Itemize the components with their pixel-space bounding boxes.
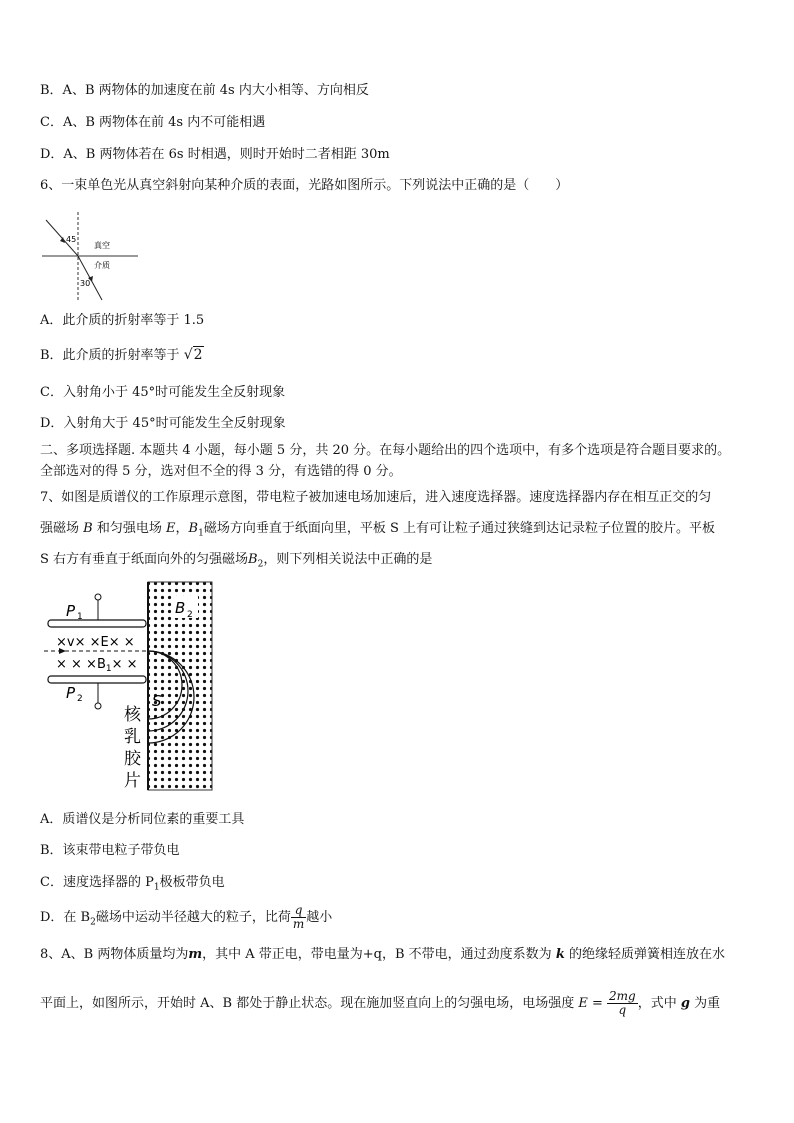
fraction-numerator: 2mg [609, 989, 636, 1003]
fraction-numerator: q [291, 904, 306, 918]
b1-subscript: 1 [198, 528, 204, 539]
text: 强磁场 [40, 521, 80, 536]
q7-stem-line2 [40, 520, 715, 543]
section2-line1: 二、多项选择题. 本题共 4 小题，每小题 5 分，共 20 分。在每小题给出的四个选项中，有多个选项是符合题目要求的。 [40, 443, 731, 458]
k-symbol: k [555, 947, 565, 962]
text: D．在 B [40, 910, 91, 925]
text: 磁场中运动半径越大的粒子，比荷 [95, 910, 291, 925]
q6-option-a: A．此介质的折射率等于 1.5 [40, 313, 205, 328]
text: 越小 [306, 910, 333, 925]
text: 极板带负电 [159, 875, 225, 890]
b2-label-sub: 2 [187, 610, 193, 620]
p1-label: P [66, 602, 76, 620]
q8-stem-line2 [40, 990, 720, 1017]
text: 的绝缘轻质弹簧相连放在水 [568, 947, 725, 962]
film-label-1: 核 [124, 705, 141, 725]
sqrt-symbol: √2 [183, 347, 203, 363]
charge-mass-fraction [291, 904, 306, 931]
p2-label-sub: 2 [77, 694, 83, 704]
angle-30-label: 30 [80, 279, 91, 288]
fraction-denominator: q [618, 1003, 627, 1017]
field-strength-fraction [607, 990, 638, 1017]
p1-terminal [95, 594, 101, 600]
q5-option-d: D．A、B 两物体若在 6s 时相遇，则时开始时二者相距 30m [40, 147, 390, 162]
text: 为重 [694, 996, 721, 1011]
m-symbol: m [188, 947, 203, 962]
q7-option-d [40, 904, 332, 932]
text: ，其中 A 带正电，带电量为+q，B 不带电，通过劲度系数为 [202, 947, 552, 962]
b2-symbol: B [248, 552, 258, 567]
p1-label-sub: 1 [77, 612, 83, 622]
q6-option-b [40, 346, 204, 365]
q8-stem-line1 [40, 946, 725, 964]
p2-label: P [66, 684, 76, 702]
g-symbol: g [680, 996, 690, 1011]
equals: = [587, 996, 608, 1011]
e-symbol: E [166, 521, 176, 536]
sqrt-radicand: 2 [193, 347, 203, 363]
q6-stem: 6、一束单色光从真空斜射向某种介质的表面，光路如图所示。下列说法中正确的是（ ） [40, 178, 569, 193]
plate-p2 [48, 676, 146, 683]
film-label-2: 乳 [124, 727, 141, 747]
vacuum-label: 真空 [94, 241, 110, 250]
text: 磁场方向垂直于纸面向里，平板 S 上有可让粒子通过狭缝到达记录粒子位置的胶片。平板 [203, 521, 715, 536]
text: C．速度选择器的 P [40, 875, 154, 890]
row2-text: × × ×B [56, 657, 106, 672]
refraction-figure [40, 210, 140, 305]
e-symbol: E [578, 996, 588, 1011]
q6-option-c: C．入射角小于 45°时可能发生全反射现象 [40, 385, 286, 400]
p2-terminal [95, 703, 101, 709]
angle-45-label: 45 [66, 235, 77, 244]
mass-spectrometer-figure [40, 580, 215, 794]
b1-symbol: B [188, 521, 199, 536]
b2-subscript: 2 [90, 917, 96, 928]
text: ， [175, 521, 189, 536]
s-label: S [152, 692, 162, 710]
q7-stem-line3 [40, 551, 432, 574]
selector-row1: ×v× ×E× × [56, 635, 135, 650]
q6-option-d: D．入射角大于 45°时可能发生全反射现象 [40, 416, 286, 431]
text: ，则下列相关说法中正确的是 [263, 552, 433, 567]
q5-option-b: B．A、B 两物体的加速度在前 4s 内大小相等、方向相反 [40, 83, 369, 98]
b2-label: B [175, 599, 186, 617]
text: ，式中 [637, 996, 677, 1011]
text: 和匀强电场 [96, 521, 162, 536]
selector-row2 [56, 657, 138, 674]
plate-p1 [48, 620, 146, 627]
b-symbol: B [83, 521, 93, 536]
q7-option-c [40, 874, 225, 897]
film-label-3: 胶 [124, 749, 141, 769]
p1-subscript: 1 [153, 882, 160, 893]
text: S 右方有垂直于纸面向外的匀强磁场 [40, 552, 249, 567]
text: 平面上，如图所示，开始时 A、B 都处于静止状态。现在施加竖直向上的匀强电场，电场强度 [40, 996, 575, 1011]
q7-option-b: B．该束带电粒子带负电 [40, 843, 180, 858]
q7-stem-line1: 7、如图是质谱仪的工作原理示意图，带电粒子被加速电场加速后，进入速度选择器。速度选择器内存在相互正交的匀 [40, 490, 712, 505]
b2-subscript: 2 [257, 559, 264, 570]
row2-sub: 1 [105, 664, 112, 674]
q6-option-b-text: B．此介质的折射率等于 [40, 348, 180, 363]
q5-option-c: C．A、B 两物体在前 4s 内不可能相遇 [40, 115, 266, 130]
film-label-4: 片 [124, 771, 141, 791]
row2-end: × × [111, 657, 138, 672]
text: 8、A、B 两物体质量均为 [40, 947, 189, 962]
section2-line2: 全部选对的得 5 分，选对但不全的得 3 分，有选错的得 0 分。 [40, 464, 402, 479]
fraction-denominator: m [292, 917, 305, 931]
q7-option-a: A．质谱仪是分析同位素的重要工具 [40, 812, 245, 827]
medium-label: 介质 [94, 261, 110, 270]
